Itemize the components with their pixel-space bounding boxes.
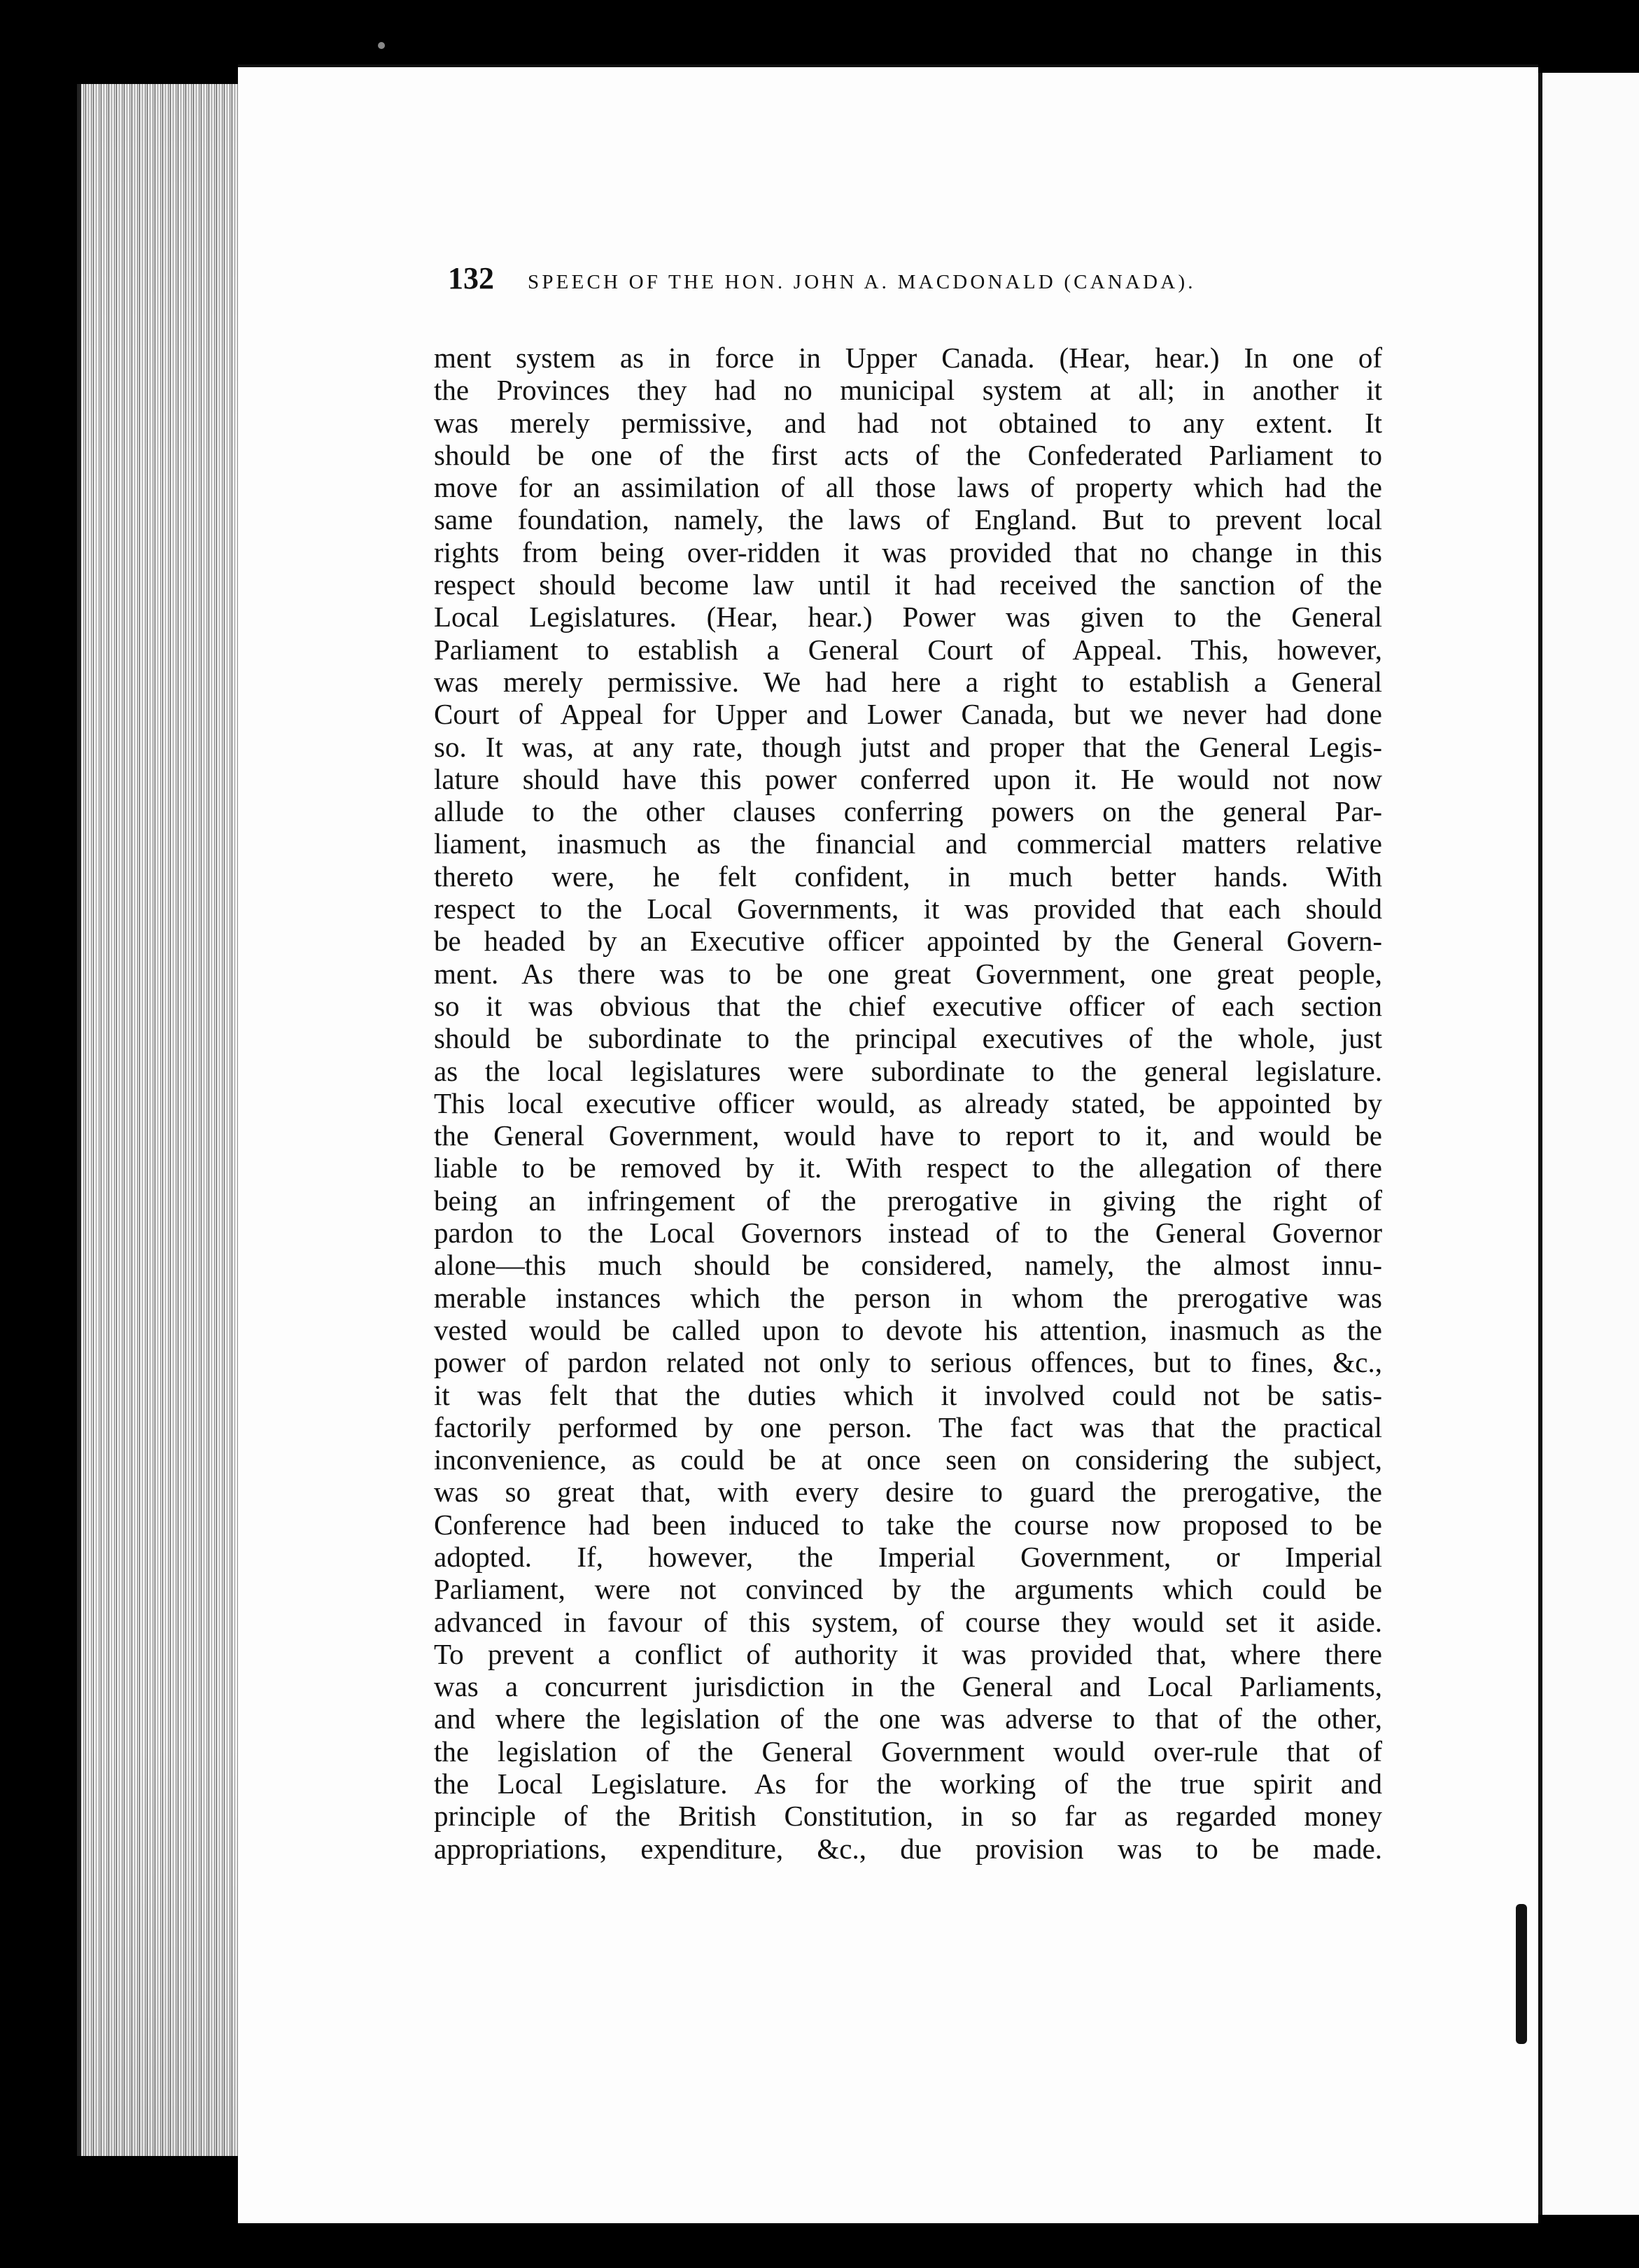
text-line: Court of Appeal for Upper and Lower Canada, but we never had done [434,698,1382,731]
text-line: inconvenience, as could be at once seen on considering the subject, [434,1443,1382,1476]
text-line: was merely permissive. We had here a right to establish a General [434,665,1382,698]
text-line: be headed by an Executive officer appointed by the General Govern- [434,925,1382,958]
text-line: rights from being over-ridden it was provided that no change in this [434,536,1382,568]
text-line: alone—this much should be considered, namely, the almost innu- [434,1249,1382,1282]
text-line: vested would be called upon to devote his attention, inasmuch as the [434,1313,1382,1346]
text-line: power of pardon related not only to serious offences, but to fines, &c., [434,1346,1382,1379]
book-fore-edge [77,84,246,2156]
text-line: lature should have this power conferred upon it. He would not now [434,762,1382,795]
text-line: Parliament, were not convinced by the arguments which could be [434,1573,1382,1606]
facing-page-mark [1516,1904,1527,2044]
text-line: so it was obvious that the chief executive officer of each section [434,989,1382,1022]
text-line: so. It was, at any rate, though jutst and proper that the General Legis- [434,730,1382,763]
text-line: allude to the other clauses conferring powers on the general Par- [434,795,1382,828]
text-line: being an infringement of the prerogative in giving the right of [434,1184,1382,1217]
text-line: liament, inasmuch as the financial and commercial matters relative [434,827,1382,860]
text-line: it was felt that the duties which it involved could not be satis- [434,1378,1382,1411]
text-line: ment system as in force in Upper Canada. (Hear, hear.) In one of [434,342,1382,374]
text-line: This local executive officer would, as already stated, be appointed by [434,1086,1382,1119]
text-line: was merely permissive, and had not obtained to any extent. It [434,406,1382,439]
text-line: pardon to the Local Governors instead of to the General Governor [434,1217,1382,1250]
text-line: advanced in favour of this system, of course they would set it aside. [434,1605,1382,1638]
text-line: the General Government, would have to report to it, and would be [434,1119,1382,1152]
text-line: adopted. If, however, the Imperial Government, or Imperial [434,1540,1382,1573]
text-line: merable instances which the person in whom the prerogative was [434,1281,1382,1314]
text-line: was a concurrent jurisdiction in the General and Local Parliaments, [434,1670,1382,1703]
text-line: principle of the British Constitution, in so far as regarded money [434,1800,1382,1833]
page-header [448,260,1375,296]
text-line: the legislation of the General Government would over-rule that of [434,1735,1382,1768]
scan-speck [378,42,385,49]
text-line: the Provinces they had no municipal system at all; in another it [434,374,1382,407]
body-text [434,342,1382,1865]
text-line: liable to be removed by it. With respect to the allegation of there [434,1152,1382,1184]
text-line: was so great that, with every desire to guard the prerogative, the [434,1476,1382,1508]
text-line: Parliament to establish a General Court of Appeal. This, however, [434,633,1382,666]
running-head: SPEECH OF THE HON. JOHN A. MACDONALD (CANADA). [528,271,1196,293]
text-line: appropriations, expenditure, &c., due provision was to be made. [434,1832,1382,1865]
text-line: should be subordinate to the principal executives of the whole, just [434,1022,1382,1055]
text-line: should be one of the first acts of the Confederated Parliament to [434,438,1382,471]
text-line: ment. As there was to be one great Government, one great people, [434,957,1382,990]
text-line: factorily performed by one person. The fact was that the practical [434,1410,1382,1443]
text-line: respect should become law until it had received the sanction of the [434,568,1382,601]
text-line: and where the legislation of the one was adverse to that of the other, [434,1702,1382,1735]
text-line: thereto were, he felt confident, in much better hands. With [434,860,1382,892]
text-line: respect to the Local Governments, it was provided that each should [434,892,1382,925]
text-line: as the local legislatures were subordinate to the general legislature. [434,1054,1382,1087]
text-line: the Local Legislature. As for the working of the true spirit and [434,1768,1382,1800]
facing-page-edge [1538,73,1639,2215]
text-line: same foundation, namely, the laws of England. But to prevent local [434,503,1382,536]
text-line: Conference had been induced to take the course now proposed to be [434,1508,1382,1541]
page-number: 132 [448,261,494,295]
text-line: move for an assimilation of all those laws of property which had the [434,471,1382,504]
text-line: Local Legislatures. (Hear, hear.) Power was given to the General [434,601,1382,634]
text-line: To prevent a conflict of authority it was provided that, where there [434,1637,1382,1670]
